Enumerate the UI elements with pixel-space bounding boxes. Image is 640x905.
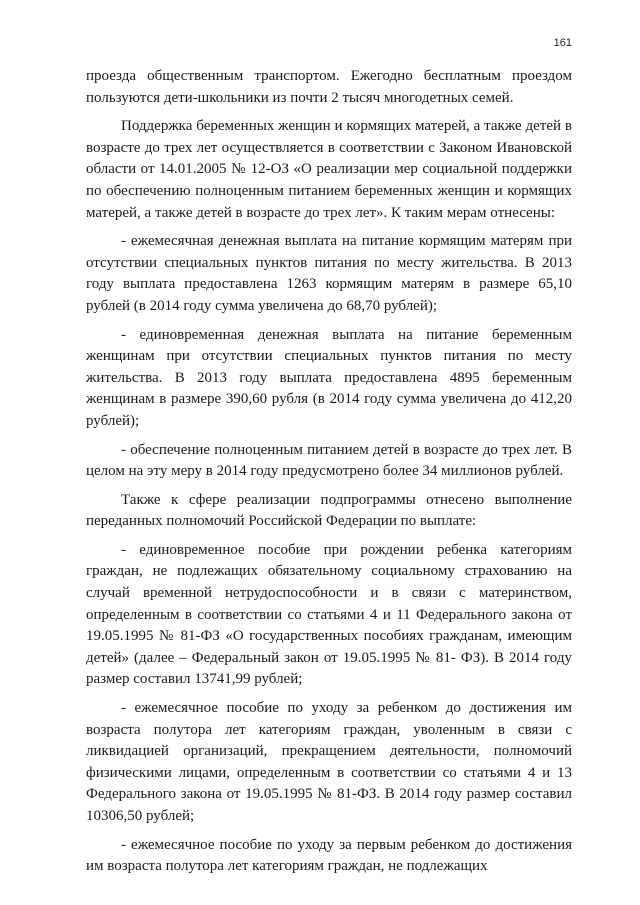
list-item-first-child-allowance: - ежемесячное пособие по уходу за первым ребенком до достижения им возраста полутора лет категориям граждан, не подлежащих: [86, 836, 572, 875]
list-item-child-nutrition: - обеспечение полноценным питанием детей в возрасте до трех лет. В целом на эту меру в 2014 году предусмотрено более 34 миллионов рублей.: [86, 441, 572, 480]
list-item-nursing-payment: - ежемесячная денежная выплата на питание кормящим матерям при отсутствии специальных пунктов питания по месту жительства. В 2013 году выплата предоставлена 1263 кормящим матерям в размере 65,10 рублей (в 2014 году сумма увеличена до 68,70 рублей);: [86, 233, 572, 314]
list-item-pregnant-payment: - единовременная денежная выплата на питание беременным женщинам при отсутствии специальных пунктов питания по месту жительства. В 2013 году выплата предоставлена 4895 беременным женщинам в размере 390,60 рубля (в 2014 году сумма увеличена до 412,20 рублей);: [86, 326, 572, 429]
paragraph-support-intro: Поддержка беременных женщин и кормящих матерей, а также детей в возрасте до трех лет осуществляется в соответствии с Законом Ивановской области от 14.01.2005 № 12-ОЗ «О реализации мер социальной поддержки по обеспечению полноценным питанием беременных женщин и кормящих матерей, а также детей в возрасте до трех лет». К таким мерам отнесены:: [86, 118, 572, 221]
page-number: 161: [553, 37, 572, 49]
paragraph-federal-powers: Также к сфере реализации подпрограммы отнесено выполнение переданных полномочий Российской Федерации по выплате:: [86, 491, 572, 530]
list-item-birth-allowance: - единовременное пособие при рождении ребенка категориям граждан, не подлежащих обязательному социальному страхованию на случай временной нетрудоспособности и в связи с материнством, определенным в соответствии со статьями 4 и 11 Федерального закона от 19.05.1995 № 81-ФЗ «О государственных пособиях гражданам, имеющим детей» (далее – Федеральный закон от 19.05.1995 № 81- ФЗ). В 2014 году размер составил 13741,99 рублей;: [86, 541, 572, 688]
list-item-care-allowance: - ежемесячное пособие по уходу за ребенком до достижения им возраста полутора лет категориям граждан, уволенным в связи с ликвидацией организаций, прекращением деятельности, полномочий физическими лицами, определенным в соответствии со статьями 4 и 13 Федерального закона от 19.05.1995 № 81-ФЗ. В 2014 году размер составил 10306,50 рублей;: [86, 700, 572, 824]
paragraph-continuation: проезда общественным транспортом. Ежегодно бесплатным проездом пользуются дети-школьники из почти 2 тысяч многодетных семей.: [86, 68, 572, 106]
